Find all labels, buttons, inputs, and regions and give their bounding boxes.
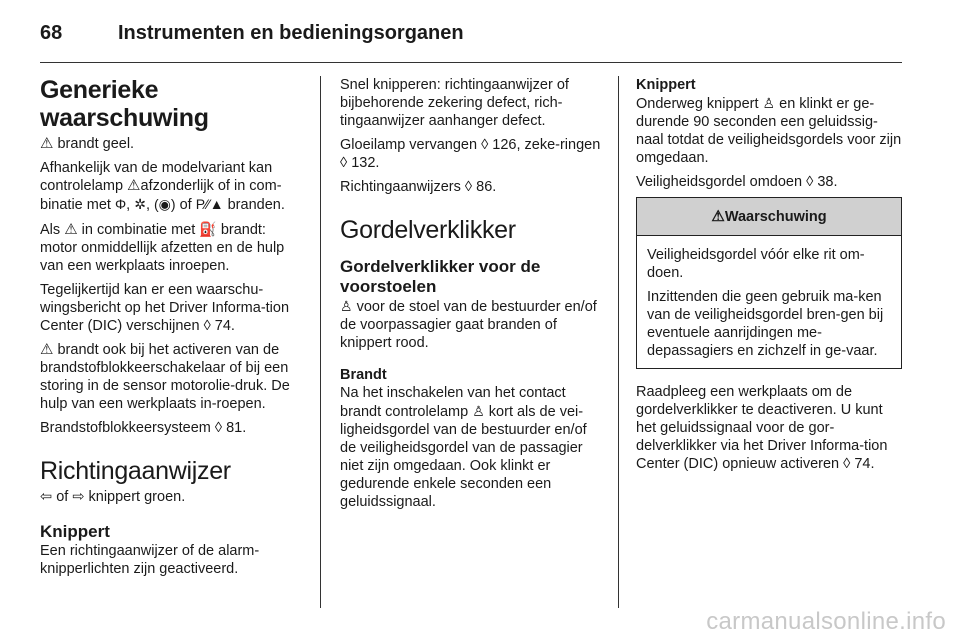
heading-generic-warning: Generieke waarschuwing: [40, 76, 209, 132]
page-ref-icon: ◊: [464, 179, 473, 195]
warning-triangle-icon: ⚠: [127, 177, 141, 194]
page-ref-icon: ◊: [340, 155, 348, 171]
watermark: carmanualsonline.info: [706, 608, 946, 635]
page-ref-icon: ◊: [843, 456, 851, 472]
brake-icon: (◉): [154, 196, 176, 212]
paragraph: Richtingaanwijzers ◊ 86.: [340, 179, 497, 195]
column-3: [636, 76, 902, 479]
column-2: [340, 76, 604, 517]
heading-lit: Brandt: [340, 367, 387, 383]
paragraph: ⚠ brandt geel.: [40, 135, 135, 152]
paragraph: Onderweg knippert ♙ en klinkt er ge-durende 90 seconden een geluidssig-naal totdat de veiligheidsgordels voor zijn omgedaan.: [636, 95, 902, 166]
seatbelt-icon: ♙: [472, 403, 485, 419]
header-rule: [40, 62, 902, 63]
warning-box: [636, 197, 902, 369]
parking-brake-icon: P⁄⁄▲: [195, 196, 224, 212]
oil-pressure-icon: ⛽: [199, 221, 217, 237]
column-1: [40, 76, 304, 584]
paragraph: Snel knipperen: richtingaanwijzer of bijbehorende zekering defect, rich-tingaanwijzer aanhanger defect.: [340, 77, 569, 129]
paragraph: Raadpleeg een werkplaats om de gordelverklikker te deactiveren. U kunt het geluidssignaal voor de gor-delverklikker via het Driver Informa-tion Center (DIC) opnieuw activeren ◊ 74.: [636, 384, 888, 472]
seatbelt-icon: ♙: [340, 298, 353, 314]
paragraph: Als ⚠ in combinatie met ⛽ brandt: motor onmiddellijk afzetten en de hulp van een werkplaats inroepen.: [40, 221, 285, 274]
paragraph: ⇦ of ⇨ knippert groen.: [40, 489, 186, 505]
paragraph: ♙ voor de stoel van de bestuurder en/of de voorpassagier gaat branden of knippert rood.: [340, 298, 597, 351]
paragraph: Brandstofblokkeersysteem ◊ 81.: [40, 420, 247, 436]
seatbelt-icon: ♙: [762, 95, 776, 111]
heading-flashes: Knippert: [40, 522, 110, 541]
running-title: Instrumenten en bedieningsorganen: [118, 22, 464, 44]
column-divider-1: [320, 76, 321, 608]
heading-turn-signal: Richtingaanwijzer: [40, 457, 231, 485]
warning-triangle-icon: ⚠: [711, 208, 725, 225]
page-ref-icon: ◊: [203, 318, 211, 334]
paragraph: Een richtingaanwijzer of de alarm-knipperlichten zijn geactiveerd.: [40, 543, 260, 577]
power-steering-icon: Φ: [114, 196, 127, 212]
turn-left-icon: ⇦: [40, 489, 53, 505]
page-ref-icon: ◊: [214, 420, 223, 436]
paragraph: Afhankelijk van de modelvariant kan controlelamp ⚠afzonderlijk of in com-binatie met Φ, ✲, (◉) of P⁄⁄▲ branden.: [40, 160, 285, 213]
warning-box-body: [637, 236, 901, 368]
warning-triangle-icon: ⚠: [40, 341, 54, 358]
heading-flashes: Knippert: [636, 77, 696, 93]
paragraph: Inzittenden die geen gebruik ma-ken van de veiligheidsgordel bren-gen bij eventuele aanrijdingen me-depassagiers en zichzelf in ge-vaar.: [647, 289, 884, 359]
warning-triangle-icon: ⚠: [40, 135, 54, 152]
paragraph: Na het inschakelen van het contact brandt controlelamp ♙ kort als de vei-ligheidsgordel van de bestuurder en/of de veiligheidsgordel van de passagier niet zijn omgedaan. Ook klinkt er gedurende enkele seconden een geluidssignaal.: [340, 385, 587, 510]
warning-box-header: ⚠Waarschuwing: [637, 198, 901, 236]
heading-seatbelt-reminder: Gordelverklikker: [340, 216, 516, 244]
page-number: 68: [40, 22, 63, 44]
paragraph: Veiligheidsgordel omdoen ◊ 38.: [636, 174, 838, 190]
heading-front-seats: Gordelverklikker voor de voorstoelen: [340, 257, 541, 296]
warning-triangle-icon: ⚠: [64, 221, 78, 238]
paragraph: Tegelijkertijd kan er een waarschu-wingsbericht op het Driver Informa-tion Center (DIC) verschijnen ◊ 74.: [40, 282, 290, 334]
page-ref-icon: ◊: [481, 137, 489, 153]
page-ref-icon: ◊: [806, 174, 814, 190]
turn-right-icon: ⇨: [72, 489, 85, 505]
paragraph: ⚠ brandt ook bij het activeren van de brandstofblokkeerschakelaar of bij een storing in de sensor motorolie-druk. De hulp van een werkplaats in-roepen.: [40, 341, 290, 412]
page-header: [40, 14, 920, 54]
paragraph: Gloeilamp vervangen ◊ 126, zeke-ringen ◊ 132.: [340, 137, 601, 171]
lamp-fault-icon: ✲: [134, 196, 146, 212]
paragraph: Veiligheidsgordel vóór elke rit om-doen.: [647, 247, 865, 281]
column-divider-2: [618, 76, 619, 608]
